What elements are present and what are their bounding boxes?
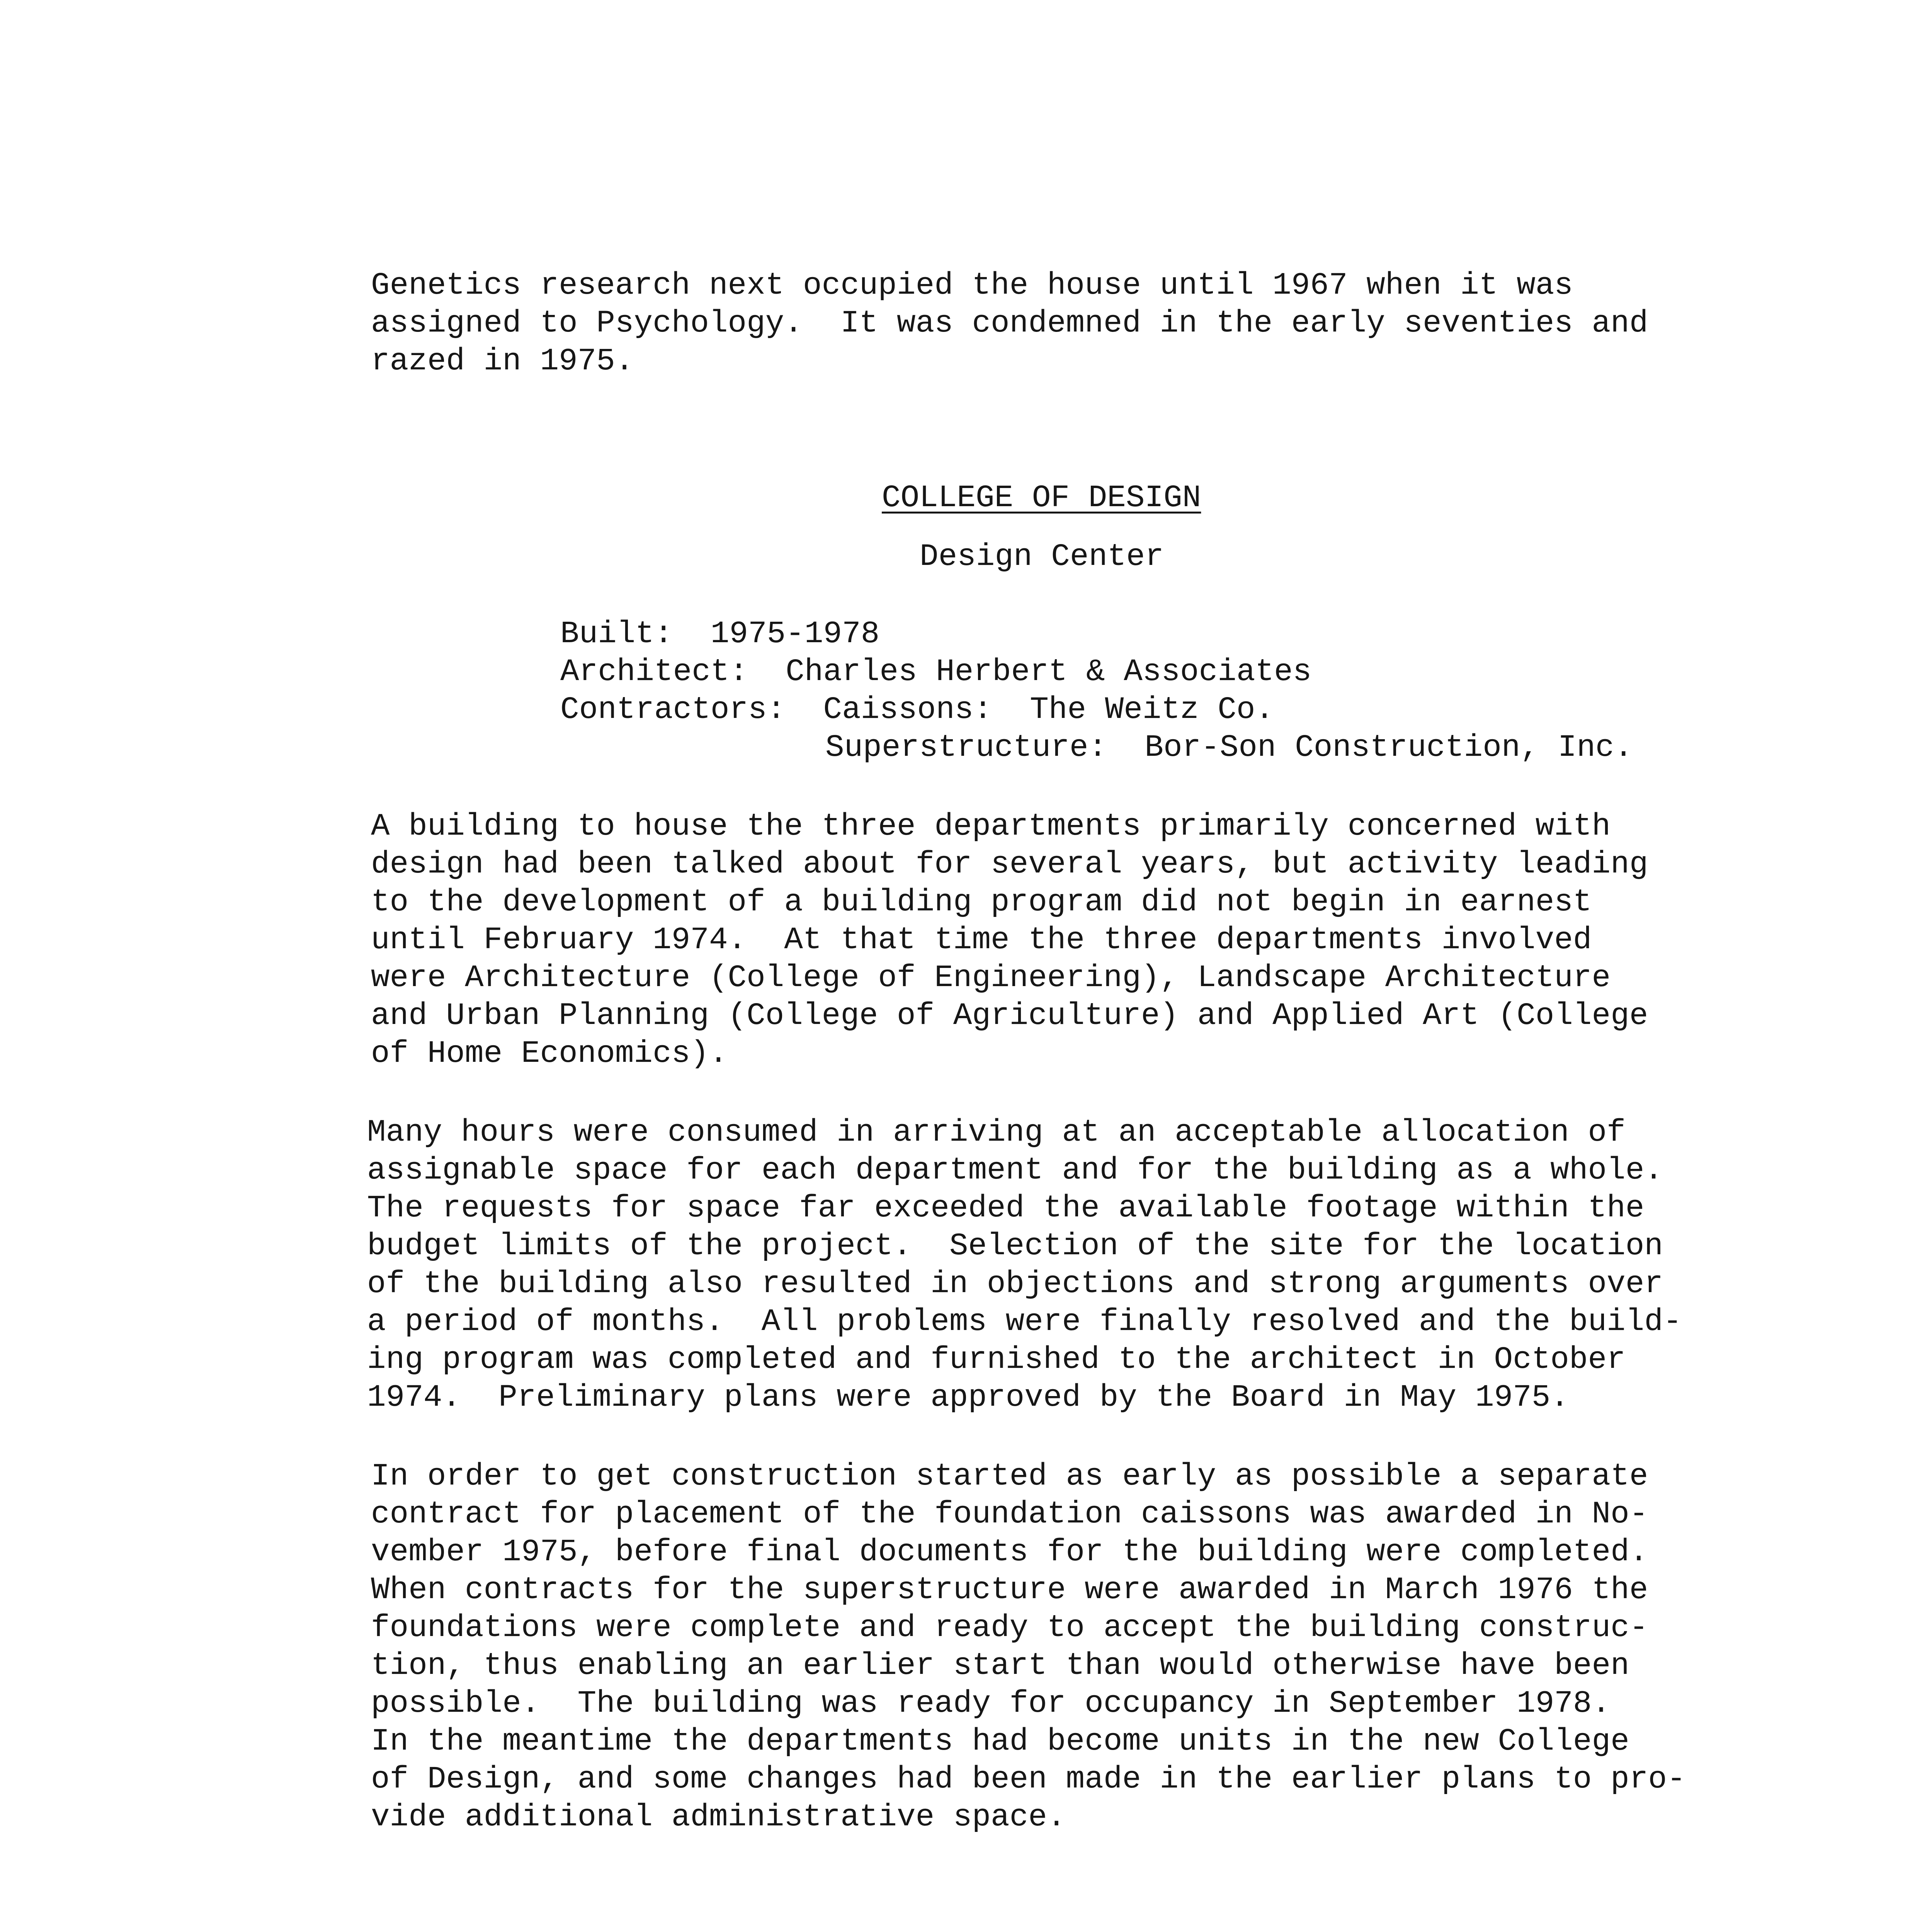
- section-subtitle: Design Center: [920, 539, 1164, 575]
- contractors-line: Contractors: Caissons: The Weitz Co.: [560, 692, 1274, 728]
- text-line: of Design, and some changes had been made in the earlier plans to pro-: [371, 1762, 1686, 1797]
- text-line: a period of months. All problems were finally resolved and the build-: [367, 1304, 1682, 1340]
- architect-line: Architect: Charles Herbert & Associates: [560, 655, 1312, 690]
- text-line: to the development of a building program did not begin in earnest: [371, 885, 1592, 920]
- built-line: Built: 1975-1978: [560, 617, 880, 652]
- text-line: 1974. Preliminary plans were approved by the Board in May 1975.: [367, 1380, 1569, 1415]
- text-line: vide additional administrative space.: [371, 1800, 1066, 1835]
- text-line: The requests for space far exceeded the available footage within the: [367, 1191, 1645, 1226]
- text-line: Genetics research next occupied the house until 1967 when it was: [371, 268, 1573, 303]
- text-line: contract for placement of the foundation caissons was awarded in No-: [371, 1497, 1648, 1532]
- text-line: In the meantime the departments had become units in the new College: [371, 1724, 1629, 1759]
- text-line: possible. The building was ready for occupancy in September 1978.: [371, 1686, 1611, 1721]
- text-line: were Architecture (College of Engineering), Landscape Architecture: [371, 961, 1611, 996]
- section-title: COLLEGE OF DESIGN: [882, 481, 1201, 516]
- text-line: Many hours were consumed in arriving at an acceptable allocation of: [367, 1115, 1626, 1150]
- text-line: vember 1975, before final documents for the building were completed.: [371, 1535, 1648, 1570]
- text-line: ing program was completed and furnished to the architect in October: [367, 1342, 1626, 1378]
- text-line: tion, thus enabling an earlier start than would otherwise have been: [371, 1648, 1629, 1684]
- text-line: razed in 1975.: [371, 344, 634, 379]
- text-line: In order to get construction started as early as possible a separate: [371, 1459, 1648, 1494]
- text-line: design had been talked about for several years, but activity leading: [371, 847, 1648, 882]
- text-line: assigned to Psychology. It was condemned in the early seventies and: [371, 306, 1648, 341]
- superstructure-line: Superstructure: Bor-Son Construction, Inc.: [825, 730, 1633, 765]
- text-line: and Urban Planning (College of Agriculture) and Applied Art (College: [371, 998, 1648, 1034]
- text-line: assignable space for each department and for the building as a whole.: [367, 1153, 1663, 1188]
- text-line: budget limits of the project. Selection of the site for the location: [367, 1229, 1663, 1264]
- text-line: When contracts for the superstructure were awarded in March 1976 the: [371, 1573, 1648, 1608]
- text-line: A building to house the three departments primarily concerned with: [371, 809, 1611, 844]
- text-line: of the building also resulted in objections and strong arguments over: [367, 1267, 1663, 1302]
- text-line: foundations were complete and ready to accept the building construc-: [371, 1611, 1648, 1646]
- text-line: of Home Economics).: [371, 1036, 728, 1071]
- text-line: until February 1974. At that time the three departments involved: [371, 923, 1592, 958]
